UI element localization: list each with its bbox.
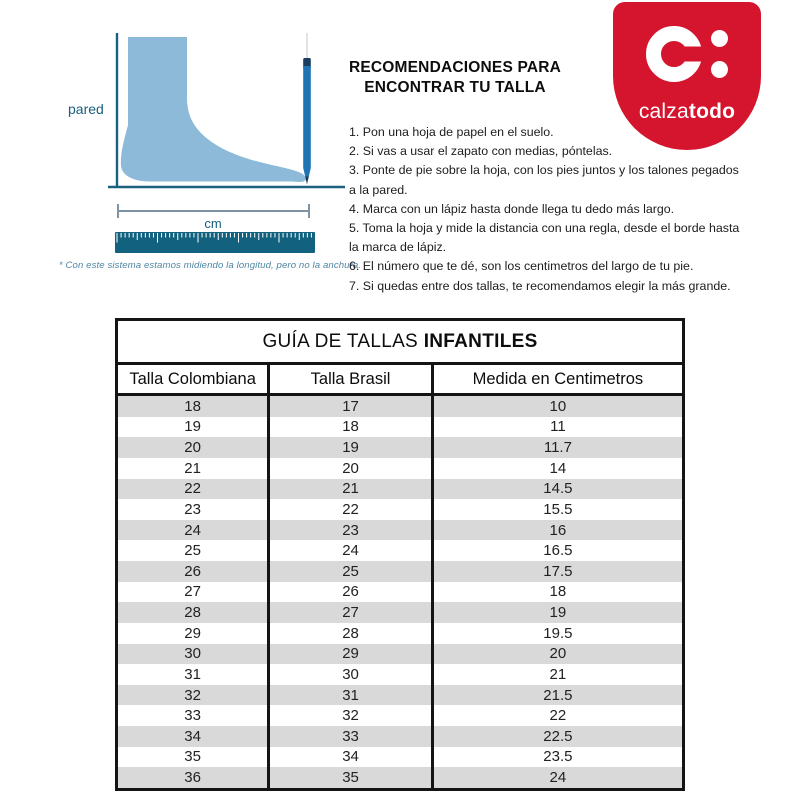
table-cell: 22 [270,499,434,520]
table-row [118,664,682,685]
table-cell: 25 [270,561,434,582]
measurement-footnote: * Con este sistema estamos midiendo la longitud, pero no la anchura. [58,260,362,271]
table-row [118,582,682,603]
table-row [118,726,682,747]
table-cell: 11 [550,418,566,436]
table-row [118,602,682,623]
table-cell: 21.5 [543,686,573,704]
table-cell: 30 [270,664,434,685]
table-cell: 24 [270,540,434,561]
table-cell: 26 [270,582,434,603]
table-row [118,417,682,438]
table-cell: 34 [118,726,270,747]
table-cell: 14 [549,459,567,477]
table-row [118,499,682,520]
table-cell: 24 [118,520,270,541]
table-row [118,479,682,500]
table-cell: 25 [118,540,270,561]
table-cell: 31 [270,685,434,706]
table-body [118,396,682,788]
recommendations-steps [349,123,795,296]
table-row [118,520,682,541]
table-cell: 33 [118,705,270,726]
step-item: 7. Si quedas entre dos tallas, te recomendamos elegir la más grande. [349,278,731,293]
table-cell: 28 [270,623,434,644]
table-cell: 23 [270,520,434,541]
table-cell: 18 [118,396,270,417]
brand-wordmark: calzatodo [638,100,736,123]
table-cell: 32 [118,685,270,706]
pencil-icon [303,33,311,184]
table-cell: 14.5 [543,480,573,498]
table-cell: 36 [118,767,270,788]
table-cell: 35 [270,767,434,788]
step-item: 4. Marca con un lápiz hasta donde llega tu dedo más largo. [349,201,675,216]
column-header: Talla Brasil [270,365,434,393]
table-cell: 19 [549,604,567,622]
table-cell: 27 [118,582,270,603]
table-cell: 20 [270,458,434,479]
table-cell: 20 [118,437,270,458]
table-row [118,458,682,479]
foot-silhouette [121,37,306,182]
table-cell: 35 [118,747,270,768]
step-item: 3. Ponte de pie sobre la hoja, con los pies juntos y los talones pegados a la pared. [349,163,739,197]
table-cell: 34 [270,747,434,768]
step-item: 6. El número que te dé, son los centimetros del largo de tu pie. [349,259,694,274]
wall-label: pared [68,101,104,117]
column-header: Talla Colombiana [118,365,270,393]
table-cell: 19 [270,437,434,458]
table-cell: 18 [270,417,434,438]
table-title: GUÍA DE TALLAS INFANTILES [118,321,682,365]
table-row [118,644,682,665]
table-cell: 29 [270,644,434,665]
table-row [118,685,682,706]
table-cell: 28 [118,602,270,623]
table-row [118,767,682,788]
column-header: Medida en Centimetros [472,369,644,388]
calzatodo-logo [613,2,761,150]
table-cell: 17 [270,396,434,417]
table-cell: 11.7 [543,439,572,457]
table-row [118,623,682,644]
table-row [118,540,682,561]
table-cell: 16.5 [543,542,573,560]
foot-measure-illustration [60,20,350,260]
table-cell: 26 [118,561,270,582]
brand-c-icon [613,26,761,82]
table-cell: 22 [118,479,270,500]
table-cell: 19 [118,417,270,438]
table-cell: 31 [118,664,270,685]
table-cell: 21 [270,479,434,500]
table-cell: 21 [549,665,567,683]
table-cell: 10 [549,397,567,415]
table-cell: 20 [549,645,567,663]
table-row [118,396,682,417]
table-row [118,705,682,726]
table-cell: 30 [118,644,270,665]
step-item: 5. Toma la hoja y mide la distancia con una regla, desde el borde hasta la marca de lápiz. [349,221,740,255]
table-cell: 16 [549,521,567,539]
table-cell: 33 [270,726,434,747]
step-item: 1. Pon una hoja de papel en el suelo. [349,125,554,139]
recommendations-title: RECOMENDACIONES PARA ENCONTRAR TU TALLA [348,59,562,96]
table-cell: 15.5 [543,500,573,518]
cm-label: cm [204,216,222,231]
table-cell: 21 [118,458,270,479]
table-cell: 29 [118,623,270,644]
table-header-row [118,365,682,396]
table-cell: 22.5 [543,727,573,745]
table-cell: 19.5 [543,624,573,642]
table-cell: 23 [118,499,270,520]
table-cell: 22 [549,707,567,725]
step-item: 2. Si vas a usar el zapato con medias, póntelas. [349,144,613,159]
table-cell: 18 [549,583,567,601]
table-cell: 23.5 [543,748,573,766]
table-row [118,561,682,582]
table-cell: 17.5 [543,562,573,580]
table-cell: 27 [270,602,434,623]
size-guide-table [115,318,685,791]
table-row [118,437,682,458]
table-row [118,747,682,768]
table-cell: 32 [270,705,434,726]
table-cell: 24 [549,769,567,787]
